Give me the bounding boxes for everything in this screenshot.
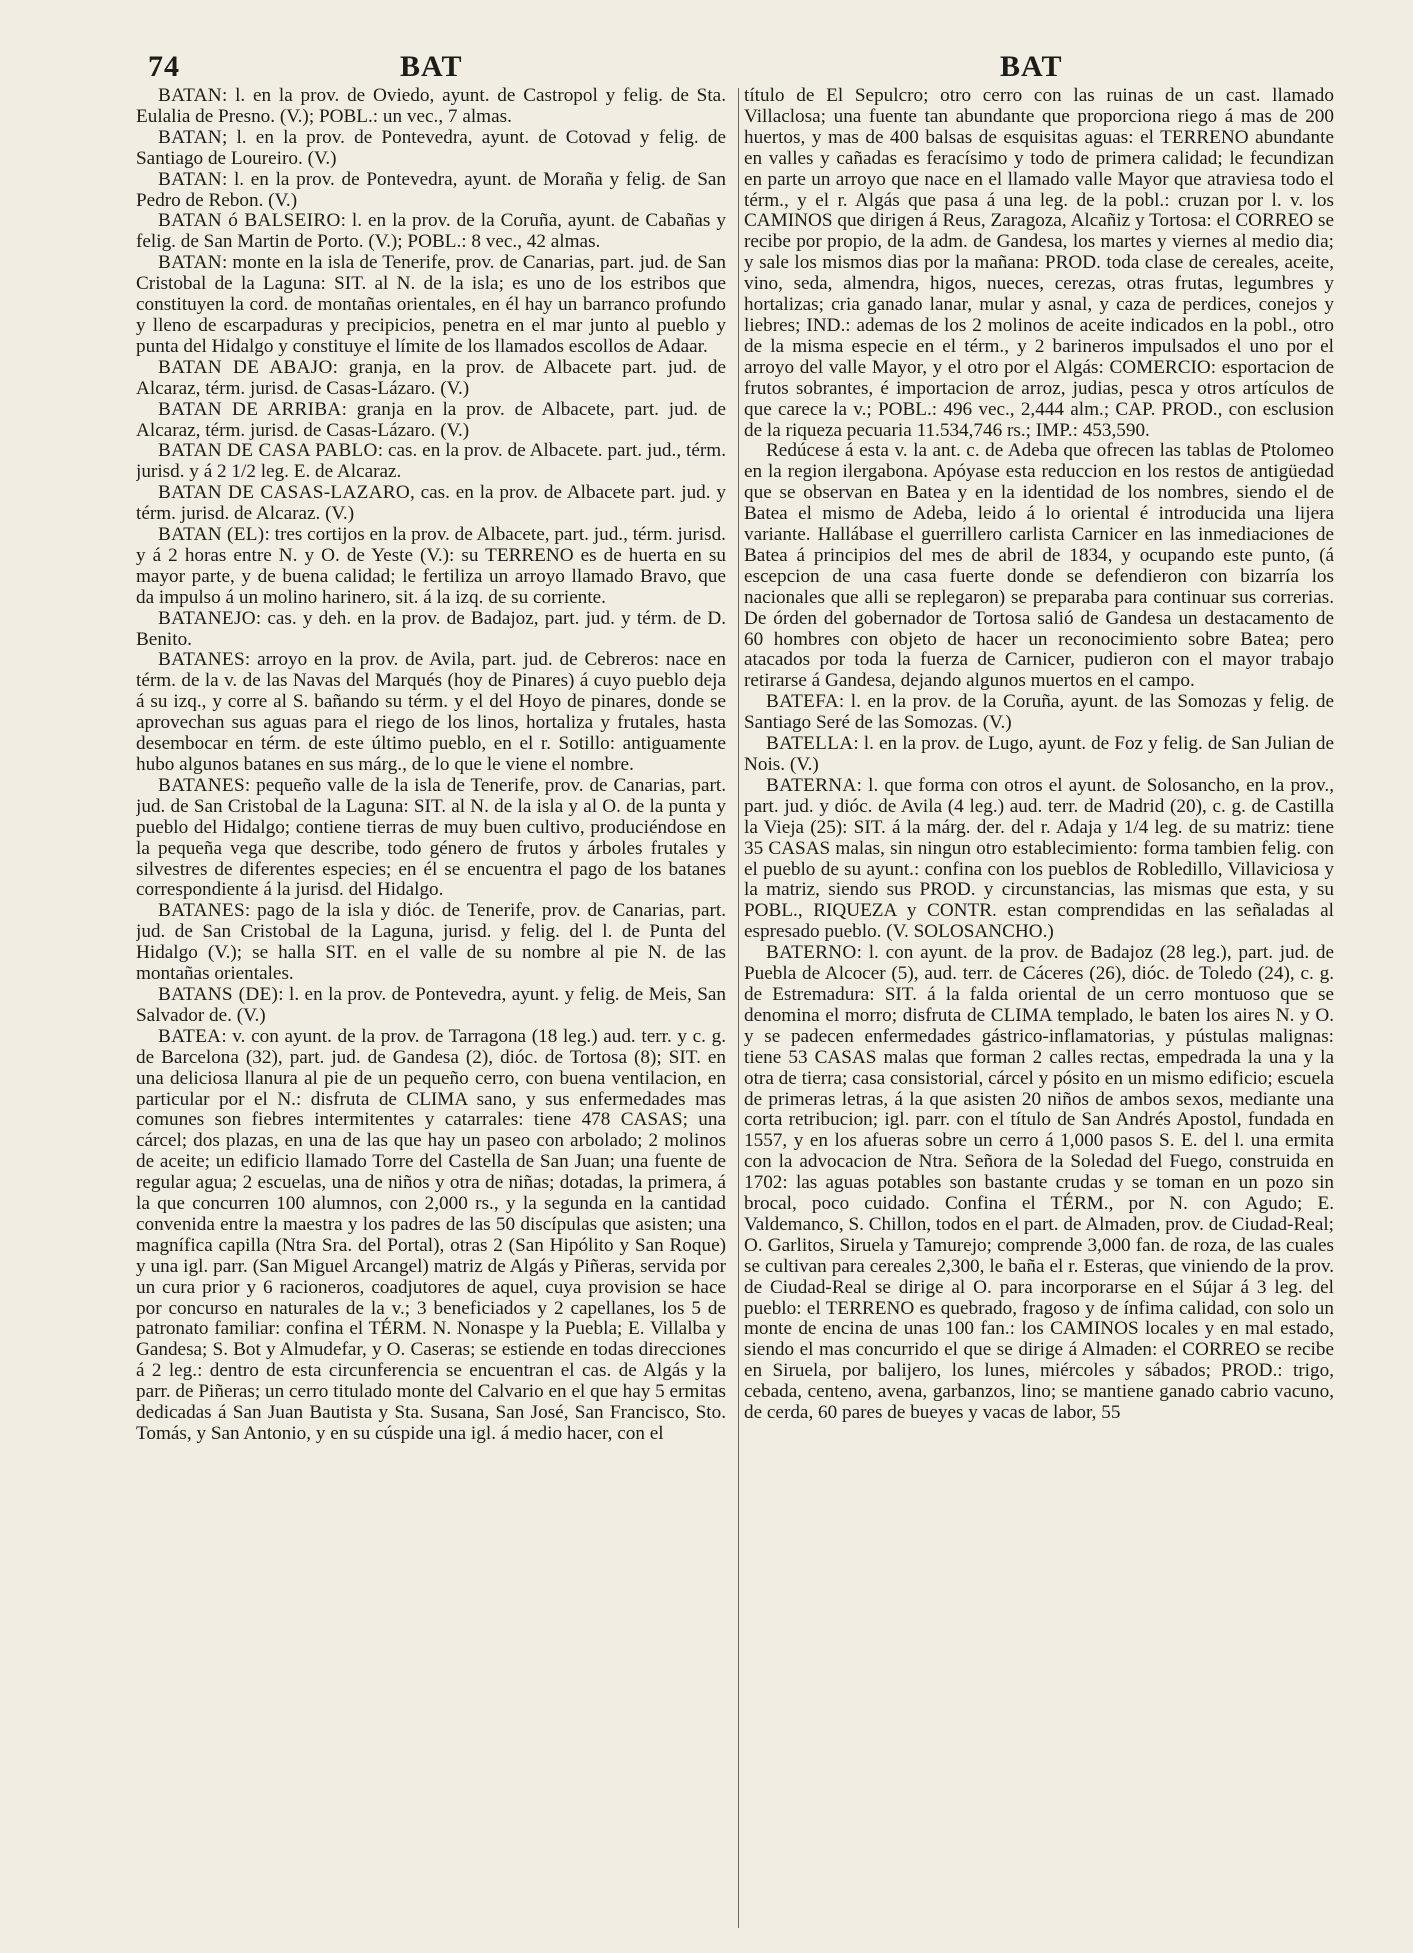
- dictionary-entry: [744, 734, 1334, 776]
- dictionary-entry: [744, 692, 1334, 734]
- left-column: [136, 86, 726, 1926]
- entry-text: : cas. y deh. en la prov. de Badajoz, part. jud. y térm. de D. Benito.: [136, 607, 726, 650]
- right-column: [744, 86, 1334, 1926]
- entry-headword: BATERNA: [766, 774, 857, 796]
- entry-text: : granja en la prov. de Albacete, part. jud. de Alcaraz, térm. jurisd. de Casas-Lázaro. (V.): [136, 398, 726, 441]
- dictionary-entry: [744, 86, 1334, 441]
- dictionary-entry: [136, 901, 726, 985]
- dictionary-entry: [136, 86, 726, 128]
- dictionary-entry: [136, 525, 726, 609]
- dictionary-entry: [744, 776, 1334, 943]
- dictionary-entry: [136, 211, 726, 253]
- entry-headword: BATAN DE CASAS-LAZARO: [158, 482, 411, 504]
- entry-text: : pequeño valle de la isla de Tenerife, prov. de Canarias, part. jud. de San Cristobal de la Laguna: SIT. al N. de la isla y al O. de la punta y pueblo del Hidalgo; contiene tierras de muy buen cultivo, produciéndose en la pequeña vega que describe, todo género de frutos y árboles frutales y silvestres de diferentes especies; en él se encuentra el pago de los batanes correspondiente á la jurisd. del Hidalgo.: [136, 774, 726, 901]
- entry-text: : monte en la isla de Tenerife, prov. de Canarias, part. jud. de San Cristobal de la Laguna: SIT. al N. de la isla; es uno de los estribos que constituyen la cord. de montañas orientales, en él hay un barranco profundo y lleno de escarpaduras y precipicios, penetra en el mar junto al pueblo y punta del Hidalgo y constituye el límite de los llamados escollos de Adaar.: [136, 252, 726, 357]
- dictionary-entry: [136, 441, 726, 483]
- page-number: 74: [148, 50, 180, 83]
- entry-headword: BATANS (DE): [158, 983, 279, 1005]
- entry-headword: BATELLA: [766, 733, 854, 755]
- entry-headword: BATAN ó BALSEIRO: [158, 210, 341, 232]
- entry-text: : l. en la prov. de Oviedo, ayunt. de Castropol y felig. de Sta. Eulalia de Presno. (V.); POBL.: un vec., 7 almas.: [136, 86, 726, 127]
- entry-text: : l. en la prov. de Lugo, ayunt. de Foz y felig. de San Julian de Nois. (V.): [744, 733, 1334, 775]
- entry-headword: BATAN DE ARRIBA: [158, 398, 342, 420]
- dictionary-entry: [136, 400, 726, 442]
- dictionary-entry: [136, 609, 726, 651]
- dictionary-entry: [136, 170, 726, 212]
- entry-text: : l. en la prov. de la Coruña, ayunt. de Cabañas y felig. de San Martin de Porto. (V.); POBL.: 8 vec., 42 almas.: [136, 210, 726, 253]
- running-head-left: BAT: [400, 50, 463, 83]
- entry-headword: BATERNO: [766, 942, 857, 964]
- entry-headword: BATANES: [158, 900, 245, 922]
- running-head-right: BAT: [1000, 50, 1063, 83]
- dictionary-entry: [136, 1027, 726, 1445]
- entry-text: ; l. en la prov. de Pontevedra, ayunt. de Cotovad y felig. de Santiago de Loureiro. (V.): [136, 126, 726, 169]
- dictionary-entry: [136, 128, 726, 170]
- entry-text: Redúcese á esta v. la ant. c. de Adeba que ofrecen las tablas de Ptolomeo en la region ilergabona. Apóyase esta reduccion en los restos de antigüedad que se observan en Batea y en la identidad de los nombres, siendo el de Batea el mismo de Adeba, leido á lo oriental é introducida una lijera variante. Hallábase el guerrillero carlista Carnicer en las inmediaciones de Batea á principios del mes de abril de 1834, y ocupando este punto, (á escepcion de una casa fuerte donde se defendieron con bizarría los nacionales que alli se replegaron) se preparaba para continuar sus correrias. De órden del gobernador de Tortosa salió de Gandesa un destacamento de 60 hombres con objeto de hacer un reconocimiento sobre Batea; pero atacados por toda la fuerza de Carnicer, pudieron con el mayor trabajo retirarse á Gandesa, dejando algunos muertos en el campo.: [744, 440, 1334, 692]
- entry-text: , cas. en la prov. de Albacete part. jud. y térm. jurisd. de Alcaraz. (V.): [136, 482, 726, 525]
- entry-text: : granja, en la prov. de Albacete part. jud. de Alcaraz, térm. jurisd. de Casas-Lázaro. (V.): [136, 356, 726, 399]
- dictionary-entry: [136, 985, 726, 1027]
- entry-text: : v. con ayunt. de la prov. de Tarragona (18 leg.) aud. terr. y c. g. de Barcelona (32), part. jud. de Gandesa (2), dióc. de Tortosa (8); SIT. en una deliciosa llanura al pie de un pequeño cerro, con buena ventilacion, en particular por el N.: disfruta de CLIMA sano, y sus enfermedades mas comunes son fiebres intermitentes y catarrales: tiene 478 CASAS; una cárcel; dos plazas, en una de las que hay un paseo con arbolado; 2 molinos de aceite; un edificio llamado Torre del Castella de San Juan; una fuente de regular agua; 2 escuelas, una de niños y otra de niñas; dotadas, la primera, á la que concurren 100 alumnos, con 2,000 rs., y la segunda en la cantidad convenida entre la maestra y los padres de las 50 discípulas que asisten; una magnífica capilla (Ntra Sra. del Portal), otras 2 (San Hipólito y San Roque) y una igl. parr. (San Miguel Arcangel) matriz de Algás y Piñeras, servida por un cura prior y 6 racioneros, coadjutores de aquel, cuya provision se hace por concurso en naturales de la v.; 3 beneficiados y 2 capellanes, los 5 de patronato familiar: confina el TÉRM. N. Nonaspe y la Puebla; E. Villalba y Gandesa; S. Bot y Almudefar, y O. Caseras; se estiende en todas direcciones á 2 leg.: dentro de esta circunferencia se encuentran el cas. de Algás y la parr. de Piñeras; un cerro titulado monte del Calvario en el que hay 5 ermitas dedicadas á San Juan Bautista y Sta. Susana, San José, San Francisco, Sto. Tomás, y San Antonio, y en su cúspide una igl. á medio hacer, con el: [136, 1025, 726, 1444]
- entry-text: : l. con ayunt. de la prov. de Badajoz (28 leg.), part. jud. de Puebla de Alcocer (5), aud. terr. de Cáceres (26), dióc. de Toledo (24), c. g. de Estremadura: SIT. á la falda oriental de un cerro montuoso que se denomina el morro; disfruta de CLIMA templado, le baten los aires N. y O. y se padecen enfermedades gástrico-inflamatorias, y pústulas malignas: tiene 53 CASAS malas que forman 2 calles rectas, empedrada la una y la otra de tierra; casa consistorial, cárcel y pósito en un mismo edificio; escuela de primeras letras, á la que asisten 20 niños de ambos sexos, mediante una corta retribucion; igl. parr. con el título de San Andrés Apostol, fundada en 1557, y en los afueras sobre un cerro á 1,000 pasos S. E. del l. una ermita con la advocacion de Ntra. Señora de la Soledad del Fuego, construida en 1702: las aguas potables son bastante crudas y se toman en un pozo sin brocal, poco cuidado. Confina el TÉRM., por N. con Agudo; E. Valdemanco, S. Chillon, todos en el part. de Almaden, prov. de Ciudad-Real; O. Garlitos, Siruela y Tamurejo; comprende 3,000 fan. de roza, de las cuales se cultivan para cereales 2,300, le baña el r. Esteras, que viniendo de la prov. de Ciudad-Real se dirige al O. para incorporarse en el Sújar á 3 leg. del pueblo: el TERRENO es quebrado, fragoso y de ínfima calidad, con solo un monte de encina de unas 100 fan.: los CAMINOS locales y en mal estado, siendo el mas concurrido el que se dirige á Almaden: el CORREO se recibe en Siruela, por balijero, los lunes, miércoles y sábados; PROD.: trigo, cebada, centeno, avena, garbanzos, lino; se mantiene ganado cabrio vacuno, de cerda, 60 pares de bueyes y vacas de labor, 55: [744, 942, 1334, 1424]
- entry-headword: BATAN DE ABAJO: [158, 356, 333, 378]
- entry-headword: BATAN: [158, 86, 222, 106]
- dictionary-entry: [136, 483, 726, 525]
- entry-headword: BATANEJO: [158, 607, 256, 629]
- entry-headword: BATAN: [158, 168, 222, 190]
- entry-text: : pago de la isla y dióc. de Tenerife, prov. de Canarias, part. jud. de San Cristobal de la Laguna, jurisd. y felig. del l. de Punta del Hidalgo (V.); se halla SIT. en el valle de su nombre al pie N. de las montañas orientales.: [136, 900, 726, 985]
- entry-text: : tres cortijos en la prov. de Albacete, part. jud., térm. jurisd. y á 2 horas entre N. y O. de Yeste (V.): su TERRENO es de huerta en su mayor parte, y de buena calidad; le fertiliza un arroyo llamado Bravo, que da impulso á un molino harinero, sit. á la izq. de su corriente.: [136, 524, 726, 608]
- entry-headword: BATEA: [158, 1025, 222, 1047]
- entry-headword: BATAN (EL): [158, 524, 265, 546]
- entry-text: : cas. en la prov. de Albacete. part. jud., térm. jurisd. y á 2 1/2 leg. E. de Alcaraz.: [136, 440, 726, 483]
- column-divider: [738, 88, 739, 1928]
- entry-text: : arroyo en la prov. de Avila, part. jud. de Cebreros: nace en térm. de la v. de las Navas del Marqués (hoy de Pinares) á cuyo pueblo deja á su izq., y corre al S. bañando su térm. y el del Hoyo de pinares, donde se aprovechan sus aguas para el riego de los linos, hortaliza y frutales, hasta desembocar en térm. de este último pueblo, en el r. Sotillo: antiguamente hubo algunos batanes en sus márg., de lo que le viene el nombre.: [136, 649, 726, 775]
- entry-headword: BATAN: [158, 126, 222, 148]
- entry-headword: BATANES: [158, 774, 245, 796]
- dictionary-entry: [136, 358, 726, 400]
- entry-text: : l. en la prov. de Pontevedra, ayunt. y felig. de Meis, San Salvador de. (V.): [136, 983, 726, 1026]
- entry-text: : l. en la prov. de la Coruña, ayunt. de las Somozas y felig. de Santiago Seré de las Somozas. (V.): [744, 691, 1334, 734]
- entry-text: : l. en la prov. de Pontevedra, ayunt. de Moraña y felig. de San Pedro de Rebon. (V.): [136, 168, 726, 211]
- dictionary-entry: [136, 776, 726, 901]
- dictionary-entry: [136, 650, 726, 775]
- entry-headword: BATAN: [158, 252, 222, 274]
- entry-headword: BATEFA: [766, 691, 839, 713]
- entry-text: : l. que forma con otros el ayunt. de Solosancho, en la prov., part. jud. y dióc. de Avila (4 leg.) aud. terr. de Madrid (20), c. g. de Castilla la Vieja (25): SIT. á la márg. der. del r. Adaja y 1/4 leg. de su matriz: tiene 35 CASAS malas, sin ningun otro establecimiento: forma tambien felig. con el pueblo de su ayunt.: confina con los pueblos de Robledillo, Villaviciosa y la matriz, siendo sus PROD. y circunstancias, las mismas que esta, y su POBL., RIQUEZA y CONTR. estan comprendidas en las señaladas al espresado pueblo. (V. SOLOSANCHO.): [744, 774, 1334, 943]
- entry-headword: BATANES: [158, 649, 245, 671]
- dictionary-entry: [744, 943, 1334, 1424]
- dictionary-entry: [136, 253, 726, 358]
- dictionary-entry: [744, 441, 1334, 692]
- entry-headword: BATAN DE CASA PABLO: [158, 440, 378, 462]
- entry-text: título de El Sepulcro; otro cerro con las ruinas de un cast. llamado Villaclosa; una fuente tan abundante que proporciona riego á mas de 200 huertos, y mas de 400 balsas de esquisitas aguas: el TERRENO abundante en valles y cañadas es feracísimo y todo de primera calidad; le fecundizan en parte un arroyo que nace en el llamado valle Mayor que atraviesa todo el térm., y el r. Algás que pasa á una leg. de la pobl.: cruzan por l. v. los CAMINOS que dirigen á Reus, Zaragoza, Alcañiz y Tortosa: el CORREO se recibe por propio, de la adm. de Gandesa, los martes y viernes al medio dia; y sale los mismos dias por la mañana: PROD. toda clase de cereales, aceite, vino, seda, almendra, higos, nueces, cerezas, otras frutas, legumbres y hortalizas; cria ganado lanar, mular y asnal, y caza de perdices, conejos y liebres; IND.: ademas de los 2 molinos de aceite indicados en la pobl., otro de la misma especie en el térm., y 2 barineros impulsados el uno por el arroyo del valle Mayor, y el otro por el Algás: COMERCIO: esportacion de frutos sobrantes, é importacion de arroz, judias, pesca y otros artículos de que carece la v.; POBL.: 496 vec., 2,444 alm.; CAP. PROD., con esclusion de la riqueza pecuaria 11.534,746 rs.; IMP.: 453,590.: [744, 86, 1334, 441]
